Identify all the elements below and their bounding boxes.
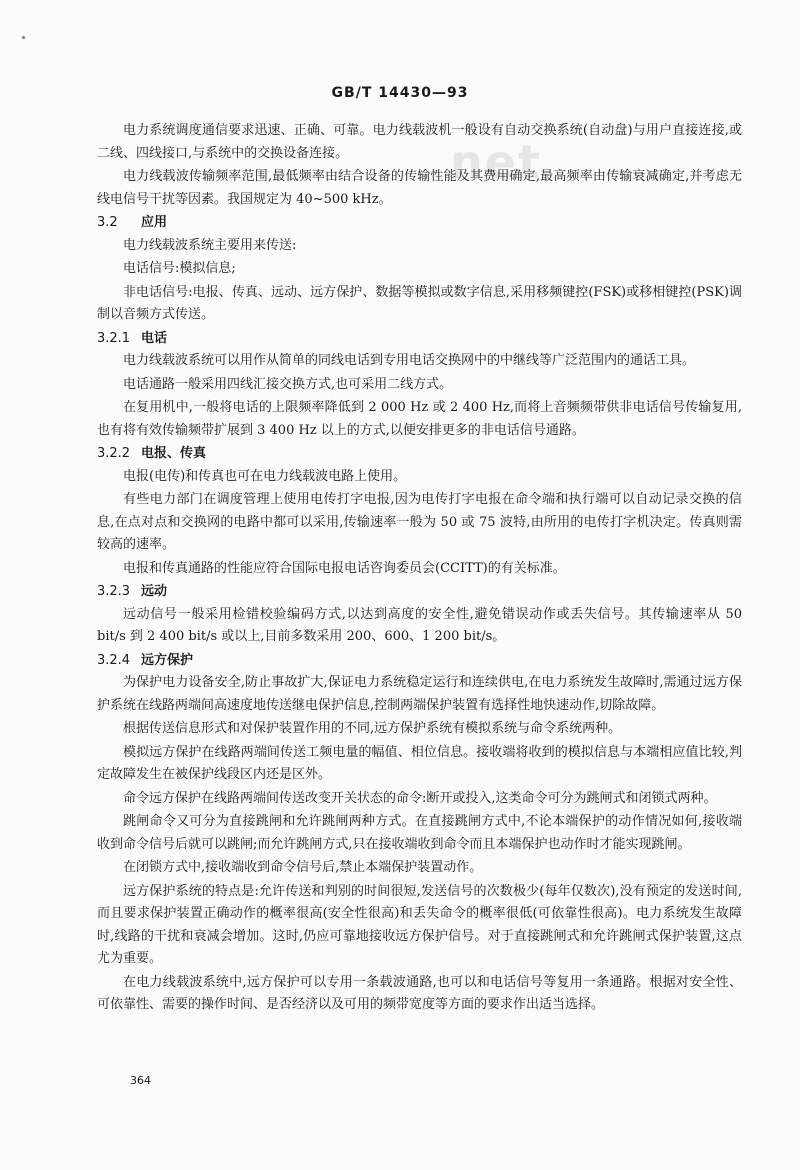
section-heading [97,212,742,235]
body-text [97,120,742,1018]
paragraph: 非电话信号:电报、传真、远动、远方保护、数据等模拟或数字信息,采用移频键控(FSK)或移相键控(PSK)调制以音频方式传送。 [97,284,742,322]
paragraph: 电话通路一般采用四线汇接交换方式,也可采用二线方式。 [123,376,453,392]
paragraph: 电力线载波传输频率范围,最低频率由结合设备的传输性能及其费用确定,最高频率由传输衰减确定,并考虑无线电信号干扰等因素。我国规定为 40~500 kHz。 [97,169,742,207]
paragraph: 电力系统调度通信要求迅速、正确、可靠。电力线载波机一般设有自动交换系统(自动盘)与用户直接连接,或二线、四线接口,与系统中的交换设备连接。 [97,123,742,161]
paragraph: 模拟远方保护在线路两端间传送工频电量的幅值、相位信息。接收端将收到的模拟信息与本端相应值比较,判定故障发生在被保护线段区内还是区外。 [97,744,742,782]
paragraph: 在电力线载波系统中,远方保护可以专用一条载波通路,也可以和电话信号等复用一条通路。根据对安全性、可依靠性、需要的操作时间、是否经济以及可用的频带宽度等方面的要求作出适当选择。 [97,974,742,1012]
section-number: 3.2.3 [97,584,131,599]
section-title: 远方保护 [141,652,194,668]
section-number: 3.2.4 [97,652,131,668]
paragraph: 电报和传真通路的性能应符合国际电报电话咨询委员会(CCITT)的有关标准。 [123,560,566,576]
paragraph: 命令远方保护在线路两端间传送改变开关状态的命令:断开或投入,这类命令可分为跳闸式和闭锁式两种。 [123,790,717,806]
section-heading [97,581,742,604]
scan-speck [21,35,25,39]
paragraph: 电报(电传)和传真也可在电力线载波电路上使用。 [123,468,407,484]
section-number: 3.2 [97,215,118,230]
section-title: 电话 [141,330,168,346]
section-heading [97,328,742,351]
paragraph: 在复用机中,一般将电话的上限频率降低到 2 000 Hz 或 2 400 Hz,而将上音频频带供非电话信号传输复用,也有将有效传输频带扩展到 3 400 Hz 以上的方式,以便安排更多的非电话信号通路。 [97,400,742,438]
paragraph: 有些电力部门在调度管理上使用电传打字电报,因为电传打字电报在命令端和执行端可以自动记录交换的信息,在点对点和交换网的电路中都可以采用,传输速率一般为 50 或 75 波特,由所用的电传打字机决定。传真则需较高的速率。 [97,492,742,552]
section-title: 应用 [141,215,168,230]
page-number: 364 [130,1074,151,1087]
section-heading [97,650,742,673]
paragraph: 根据传送信息形式和对保护装置作用的不同,远方保护系统有模拟系统与命令系统两种。 [123,721,622,736]
section-title: 电报、传真 [141,446,207,461]
section-heading [97,443,742,466]
section-title: 远动 [141,584,168,599]
page-header: GB/T 14430—93 [331,85,469,101]
paragraph: 跳闸命令又可分为直接跳闸和允许跳闸两种方式。在直接跳闸方式中,不论本端保护的动作情况如何,接收端收到命令信号后就可以跳闸;而允许跳闸方式,只在接收端收到命令而且本端保护也动作时才能实现跳闸。 [97,814,742,852]
paragraph: 远动信号一般采用检错校验编码方式,以达到高度的安全性,避免错误动作或丢失信号。其传输速率从 50 bit/s 到 2 400 bit/s 或以上,目前多数采用 200、600、1 200 bit/s。 [97,606,742,644]
paragraph: 在闭锁方式中,接收端收到命令信号后,禁止本端保护装置动作。 [123,860,483,875]
paragraph: 电力线载波系统可以用作从简单的同线电话到专用电话交换网中的中继线等广泛范围内的通话工具。 [123,353,696,368]
section-number: 3.2.1 [97,330,131,346]
paragraph: 电力线载波系统主要用来传送: [123,237,297,253]
paragraph: 远方保护系统的特点是:允许传送和判别的时间很短,发送信号的次数极少(每年仅数次),没有预定的发送时间,而且要求保护装置正确动作的概率很高(安全性很高)和丢失命令的概率很低(可依靠性很高)。电力系统发生故障时,线路的干扰和衰减会增加。这时,仍应可靠地接收远方保护信号。对于直接跳闸式和允许跳闸式保护装置,这点尤为重要。 [97,883,742,966]
watermark: net [450,135,542,189]
section-number: 3.2.2 [97,446,131,461]
paragraph: 为保护电力设备安全,防止事故扩大,保证电力系统稳定运行和连续供电,在电力系统发生故障时,需通过远方保护系统在线路两端间高速度地传送继电保护信息,控制两端保护装置有选择性地快速动作,切除故障。 [97,675,742,713]
paragraph: 电话信号:模拟信息; [123,261,236,276]
